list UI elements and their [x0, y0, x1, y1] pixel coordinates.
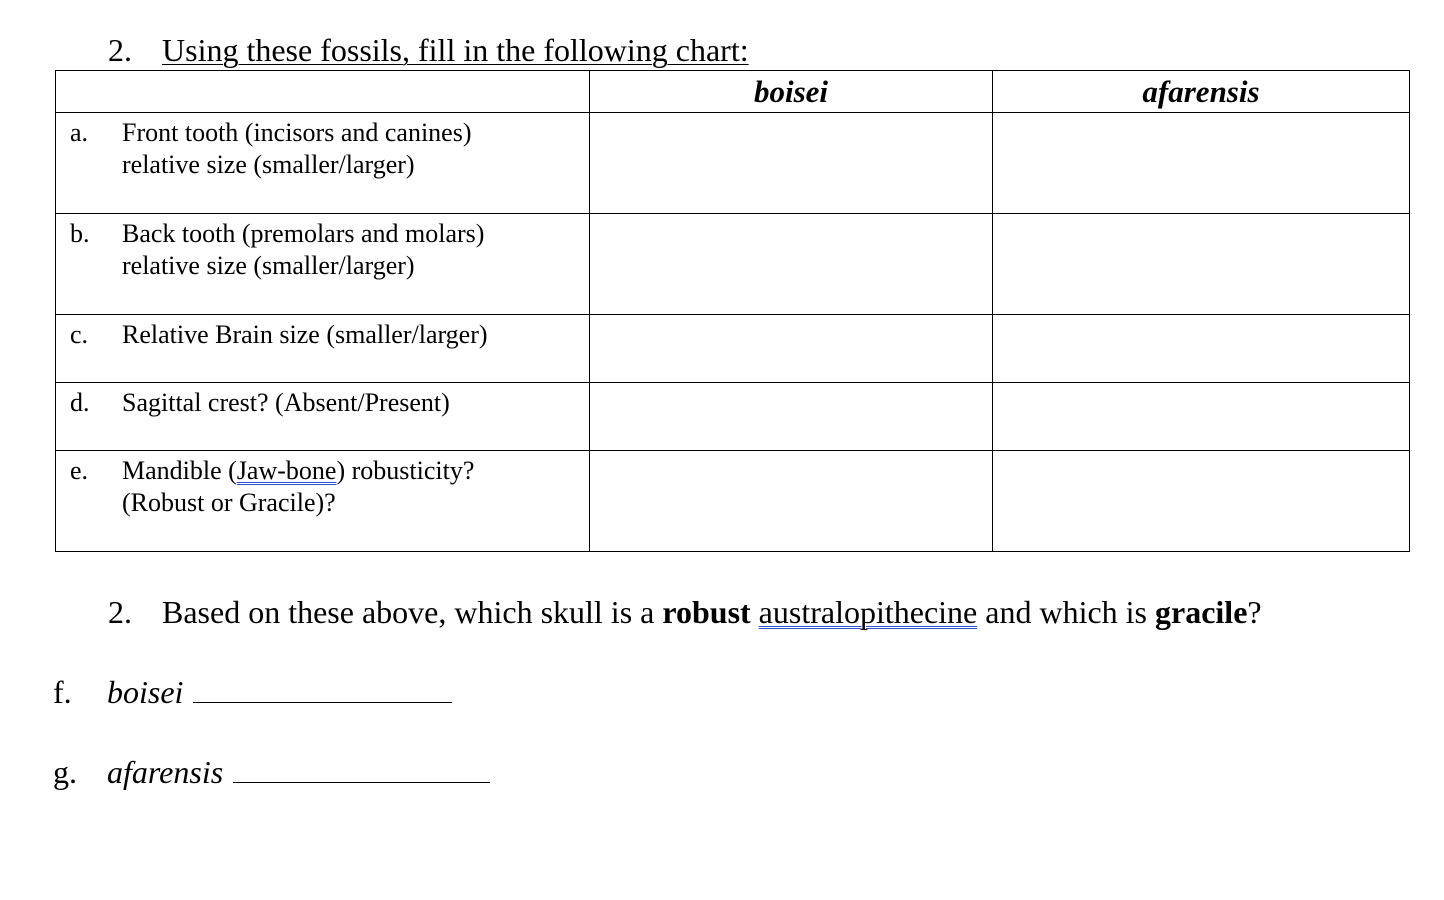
row-text: Relative Brain size (smaller/larger) — [122, 320, 488, 349]
bold-term-robust: robust — [662, 594, 751, 630]
answer-cell-afarensis[interactable] — [993, 113, 1410, 214]
bold-term-gracile: gracile — [1155, 594, 1248, 630]
answer-line-f — [53, 672, 452, 712]
species-name: afarensis — [107, 754, 224, 790]
spellcheck-marked-word[interactable]: australopithecine — [758, 594, 978, 630]
table-row — [56, 383, 1410, 451]
chart-header-row — [56, 71, 1410, 113]
question-text-part: Based on these above, which skull is a — [162, 594, 663, 630]
criteria-cell — [56, 383, 590, 451]
answer-blank[interactable] — [233, 756, 490, 783]
question-2 — [108, 592, 1262, 632]
question-text-part — [751, 594, 759, 630]
criteria-cell — [56, 113, 590, 214]
answer-blank[interactable] — [193, 676, 452, 703]
answer-label: f. — [53, 674, 72, 710]
row-text-part: ) robusticity? (Robust or Gracile)? — [122, 456, 475, 517]
question-text-part: ? — [1247, 594, 1262, 630]
fossil-chart — [55, 70, 1410, 552]
header-boisei: boisei — [590, 71, 993, 113]
answer-cell-boisei[interactable] — [590, 214, 993, 315]
table-row — [56, 315, 1410, 383]
question-number: 2. — [108, 32, 132, 68]
answer-cell-afarensis[interactable] — [993, 451, 1410, 552]
question-text-part: and which is — [977, 594, 1155, 630]
row-text — [122, 455, 474, 519]
spellcheck-marked-word[interactable]: Jaw-bone — [236, 456, 337, 485]
row-text: Back tooth (premolars and molars) relative size (smaller/larger) — [122, 219, 485, 280]
species-name: boisei — [107, 674, 184, 710]
answer-cell-boisei[interactable] — [590, 451, 993, 552]
criteria-cell — [56, 451, 590, 552]
header-criteria — [56, 71, 590, 113]
answer-line-g — [53, 752, 490, 792]
answer-cell-boisei[interactable] — [590, 383, 993, 451]
criteria-cell — [56, 214, 590, 315]
answer-cell-boisei[interactable] — [590, 315, 993, 383]
answer-label: g. — [53, 754, 77, 790]
question-text: Using these fossils, fill in the following chart: — [162, 32, 749, 68]
header-afarensis: afarensis — [993, 71, 1410, 113]
row-label: e. — [70, 456, 89, 485]
question-number: 2. — [108, 594, 132, 630]
row-label: d. — [70, 388, 90, 417]
row-text: Front tooth (incisors and canines) relative size (smaller/larger) — [122, 118, 472, 179]
row-label: b. — [70, 219, 90, 248]
row-text: Sagittal crest? (Absent/Present) — [122, 388, 450, 417]
answer-cell-afarensis[interactable] — [993, 214, 1410, 315]
table-row — [56, 451, 1410, 552]
answer-cell-afarensis[interactable] — [993, 383, 1410, 451]
table-row — [56, 214, 1410, 315]
row-label: a. — [70, 118, 89, 147]
row-text-part: Mandible ( — [122, 456, 237, 485]
criteria-cell — [56, 315, 590, 383]
row-label: c. — [70, 320, 89, 349]
answer-cell-afarensis[interactable] — [993, 315, 1410, 383]
question-heading — [108, 30, 749, 70]
table-row — [56, 113, 1410, 214]
answer-cell-boisei[interactable] — [590, 113, 993, 214]
